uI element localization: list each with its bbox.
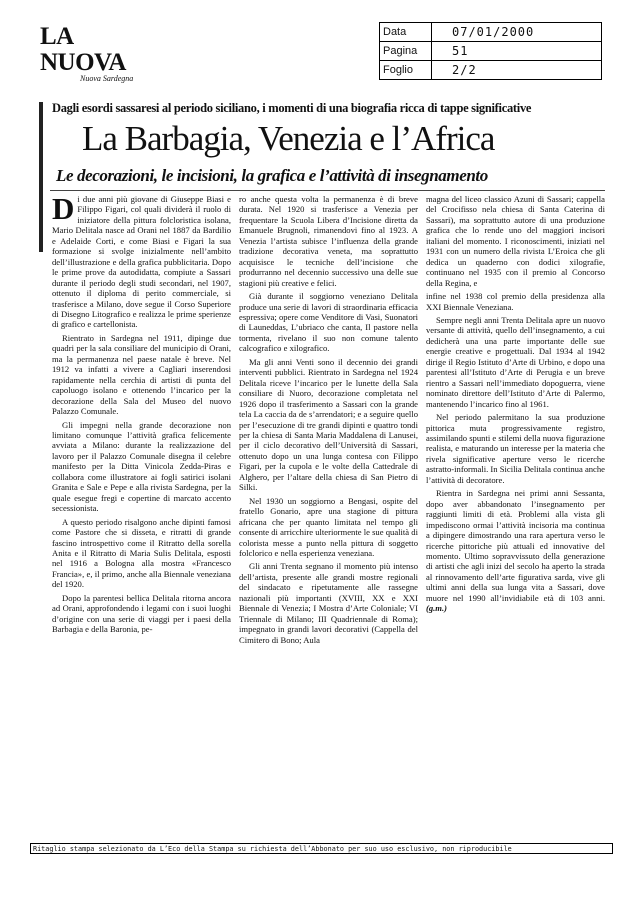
paragraph <box>52 194 231 330</box>
page-value: 51 <box>452 44 469 58</box>
newspaper-subtitle: Nuova Sardegna <box>80 74 134 83</box>
divider <box>50 190 605 191</box>
date-value: 07/01/2000 <box>452 25 535 39</box>
sheet-label: Foglio <box>380 61 432 79</box>
sheet-row <box>380 61 601 79</box>
drop-cap: D <box>52 194 75 226</box>
article <box>34 98 607 838</box>
sheet-value: 2/2 <box>452 63 477 77</box>
paragraph <box>426 488 605 613</box>
clipping-info-box <box>379 22 602 80</box>
newspaper-masthead <box>40 24 150 83</box>
paragraph: Nel periodo palermitano la sua produzione pittorica muta progressivamente registro, assimilando spunti e stilemi della nuova figurazione realista, e maturando un interesse per la materia che rivela significative aperture verso le ricerche astratto-informali. In Sicilia Delitala continua anche l’attività di decoratore. <box>426 412 605 485</box>
date-label: Data <box>380 23 432 41</box>
article-body <box>52 194 605 754</box>
article-kicker: Dagli esordi sassaresi al periodo siciliano, i momenti di una biografia ricca di tappe significative <box>52 101 532 115</box>
column-2 <box>239 194 418 754</box>
paragraph-text: Rientra in Sardegna nei primi anni Sessanta, dopo aver abbandonato l’insegnamento per raggiunti limiti di età. Problemi alla vista gli impediscono ormai l’attività incisoria ma continua a dipingere dimostrando una rara apertura verso le ricerche pittoriche più attuali ed innovative del momento. Ultimo sopravvissuto della generazione di artisti che agli inizi del secolo ha aperto la strada al rinnovamento dell’arte figurativa sarda, vive gli ultimi anni della sua lunga vita a Sassari, dove muore nel 1990 all’invidiabile età di 103 anni. <box>426 488 605 603</box>
clipping-footer-notice: Ritaglio stampa selezionato da L’Eco della Stampa su richiesta dell’Abbonato per suo uso esclusivo, non riproducibile <box>30 843 613 854</box>
article-side-bar <box>39 102 43 252</box>
paragraph: Ma gli anni Venti sono il decennio dei grandi interventi pubblici. Rientrato in Sardegna nel 1924 Delitala riceve l’incarico per le lunette della Sala consiliare di Nuoro, decorazione completata nel 1926 dopo il trasferimento a Sassari con la grande tela La caccia da de s’arrendatori; e a seguire quello per l’esecuzione di tre grandi dipinti e quattro tondi per la chiesa di Santa Maria Maddalena di Lanusei, per il ciclo decorativo dell’Università di Sassari, ottenuto dopo un una lunga contesa con Filippo Figari, per la cupola e le volte della Cattedrale di Alghero, per l’altare della chiesa di San Pietro di Silki. <box>239 356 418 493</box>
newspaper-name: LA NUOVA <box>40 23 126 76</box>
paragraph-text: i due anni più giovane di Giuseppe Biasi e Filippo Figari, col quali dividerà il ruolo di iniziatore della pittura folcloristica isolana, Mario Delitala nasce ad Orani nel 1887 da Bardilio e Adelaide Corti, e come Biasi e Figari la sua formazione si svolge inizialmente nell’ambito dell’illustrazione e della grafica pubblicitaria. Dopo le prime prove da autodidatta, compiute a Sassari durante il periodo degli studi secondari, nel 1907, ottenuto il diploma di perito commerciale, si trasferisce a Milano, dove segue il Corso Superiore di Disegno Litografico e realizza le prime sperienze di grafico e cartellonista. <box>52 194 231 330</box>
page-row <box>380 42 601 61</box>
article-headline: La Barbagia, Venezia e l’Africa <box>82 119 495 158</box>
date-row <box>380 23 601 42</box>
article-subtitle: Le decorazioni, le incisioni, la grafica e l’attività di insegnamento <box>56 166 488 185</box>
author-signature: (g.m.) <box>426 603 448 614</box>
column-3 <box>426 194 605 754</box>
page-label: Pagina <box>380 42 432 60</box>
paragraph: Gli impegni nella grande decorazione non limitano comunque l’attività grafica felicemente avviata a Milano: durante la realizzazione del lavoro per il Palazzo Comunale disegna il celebre manifesto per la Ditta Vinicola Zedda-Piras e collabora come illustratore ai fogli satirici isolani Granita e Sale e Pepe e alla rivista Sardegna, per la quale esegue fregi e copertine di marcato accento secessionista. <box>52 419 231 514</box>
paragraph: Rientrato in Sardegna nel 1911, dipinge due quadri per la sala consiliare del municipio di Orani, ma la permanenza nel paese natale è breve. Nel 1912 va infatti a vivere a Cagliari inserendosi rapidamente nella cerchia di artisti di punta del capoluogo isolano e ottenendo l’incarico per la decorazione della Sala del Museo del nuovo Palazzo Comunale. <box>52 332 231 417</box>
column-1 <box>52 194 231 754</box>
paragraph: Gli anni Trenta segnano il momento più intenso dell’artista, presente alle grandi mostre regionali del sindacato e ripetutamente alle rassegne nazionali più importanti (XVIII, XX e XXI Biennale di Venezia; I Mostra d’Arte Coloniale; VI Triennale di Milano; III Quadriennale di Roma); impegnato in grandi lavori decorativi (Cappella del Cimitero di Bono; Aula <box>239 561 418 645</box>
paragraph: ro anche questa volta la permanenza è di breve durata. Nel 1920 si trasferisce a Venezia per frequentare la Scuola Libera d’Incisione diretta da Emanuele Brugnoli, rimanendovi fino al 1923. A Venezia l’artista subisce l’influenza della grande tradizione decorativa veneta, ma soprattutto acquisisce le tecniche dell’incisione che produrranno nel decennio successivo una delle sue stagioni più creative e felici. <box>239 194 418 288</box>
paragraph: A questo periodo risalgono anche dipinti famosi come Pastore che si disseta, e ritratti di grande fascino introspettivo come il Ritratto della sorella Anita e il Ritratto di Maria Sulis Delitala, esposti nel 1916 a Bologna alla mostra «Francesco Francia», e, il primo, anche alla Biennale veneziana del 1920. <box>52 516 231 590</box>
paragraph: Nel 1930 un soggiorno a Bengasi, ospite del fratello Gonario, apre una stagione di pittura africana che per quanto limitata nel tempo gli consente di arricchire ulteriormente le sue qualità di colorista messe a punto nella pittura di soggetto folclorico e nella esperienza veneziana. <box>239 495 418 558</box>
paragraph: infine nel 1938 col premio della presidenza alla XXI Biennale Veneziana. <box>426 291 605 312</box>
paragraph: Sempre negli anni Trenta Delitala apre un nuovo versante di attività, quello dell’insegnamento, a cui dedicherà una una parte importante delle sue energie creative e progettuali. Dal 1934 al 1942 dirige il Regio Istituto d’Arte di Urbino, e dopo una parentesi all’Istituto d’Arte di Perugia e un breve rientro a Sassari nell’immediato dopoguerra, viene nominato direttore dell’Istituto d’Arte di Palermo, mantenendo l’incarico fino al 1961. <box>426 314 605 409</box>
paragraph: Dopo la parentesi bellica Delitala ritorna ancora ad Orani, approfondendo i legami con i suoi luoghi d’origine con una serie di viaggi per i paesi della Barbagia e della Baronia, pe- <box>52 592 231 635</box>
paragraph: magna del liceo classico Azuni di Sassari; cappella del Crocifisso nela chiesa di Santa Caterina di Sassari), ma soprattutto autore di una produzione grafica che lo rende uno del maggiori incisori italiani del momento. I riconoscimenti, iniziati nel 1931 con un numero della rivista L’Eroica che gli dedica un quaderno con dodici xilografie, continuano nel 1935 con il premio al Concorso della Regina, e <box>426 194 605 288</box>
paragraph: Già durante il soggiorno veneziano Delitala produce una serie di lavori di straordinaria efficacia espressiva; opere come Venditore di Vasi, Suonatori di Launeddas, L’ubriaco che canta, Il pastore nella tormenta, rivelano il suo non comune talento calcografico e xilografico. <box>239 291 418 354</box>
